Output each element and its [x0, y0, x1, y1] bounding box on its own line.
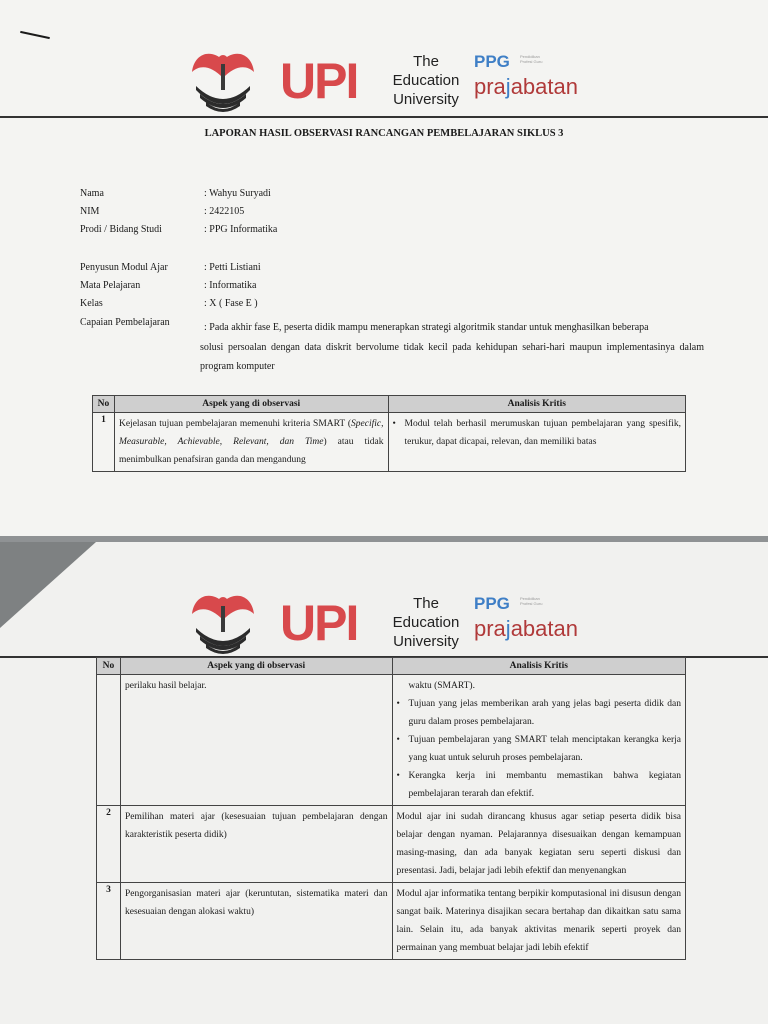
- aspek-cell: Pemilihan materi ajar (kesesuaian tujuan pembelajaran dengan karakteristik peserta didik): [120, 806, 392, 883]
- university-line-2: Education: [392, 72, 460, 89]
- aspek-cell: perilaku hasil belajar.: [120, 675, 392, 806]
- row-number: 2: [97, 806, 121, 883]
- analisis-cell: • Modul telah berhasil merumuskan tujuan pembelajaran yang spesifik, terukur, dapat dicapai, relevan, dan memiliki batas: [388, 413, 686, 472]
- upi-emblem-icon: [188, 588, 258, 658]
- analisis-cell: Modul ajar ini sudah dirancang khusus agar setiap peserta didik bisa belajar dengan nyaman. Pelajarannya disesuaikan dengan kemampuan masing-masing, dan ada banyak kegiatan seru seperti diskusi dan presentasi. Jadi, belajar jadi lebih efektif dan menyenangkan: [392, 806, 686, 883]
- analisis-bullet: • Tujuan yang jelas memberikan arah yang jelas bagi peserta didik dan guru dalam proses pembelajaran.: [396, 699, 681, 727]
- ppg-tagline: Pendidikan Profesi Guru: [520, 596, 543, 606]
- university-name: [386, 594, 466, 651]
- upi-logo-text: UPI: [280, 53, 358, 109]
- header-no: No: [97, 658, 121, 675]
- ppg-logo-text: PPG: [474, 594, 510, 613]
- analisis-bullet: • Kerangka kerja ini membantu memastikan bahwa kegiatan pembelajaran terarah dan efektif.: [396, 771, 681, 799]
- analisis-lead: waktu (SMART).: [408, 681, 475, 691]
- page-header: [0, 46, 768, 126]
- university-line-1: The: [413, 53, 439, 70]
- row-number: [97, 675, 121, 806]
- analisis-bullet: • Tujuan pembelajaran yang SMART telah menciptakan kerangka kerja yang kuat untuk seluruh proses pembelajaran.: [396, 735, 681, 763]
- report-title: LAPORAN HASIL OBSERVASI RANCANGAN PEMBELAJARAN SIKLUS 3: [204, 128, 564, 139]
- university-line-1: The: [413, 595, 439, 612]
- upi-logo-text: UPI: [280, 595, 358, 651]
- ppg-tagline: Pendidikan Profesi Guru: [520, 54, 543, 64]
- table-header-row: [93, 396, 686, 413]
- university-name: [386, 52, 466, 109]
- university-line-3: University: [393, 91, 459, 108]
- table-header-row: [97, 658, 686, 675]
- ppg-logo-text: PPG: [474, 52, 510, 71]
- table-row: [93, 413, 686, 472]
- analisis-cell: [392, 675, 686, 806]
- header-aspek: Aspek yang di observasi: [120, 658, 392, 675]
- prajabatan-logo-text: prajabatan: [474, 616, 578, 641]
- upi-emblem-icon: [188, 46, 258, 116]
- scan-mark: [20, 31, 50, 39]
- observation-table-continued: [96, 657, 686, 960]
- table-row: [97, 806, 686, 883]
- table-row: [97, 675, 686, 806]
- row-number: 3: [97, 883, 121, 960]
- table-row: [97, 883, 686, 960]
- scanned-page-2: [0, 542, 768, 1024]
- capaian-pembelajaran-text: : Pada akhir fase E, peserta didik mampu menerapkan strategi algoritmik standar untuk menghasilkan beberapa solusi persoalan dengan data diskrit bervolume tidak kecil pada kehidupan sehari-hari maupun implementasinya dalam program komputer: [200, 322, 704, 372]
- scanned-page-1: UPI The Education University PPG Pendidikan Profesi Guru prajabatan LAPORAN HASIL OBSERVASI RANCANGAN PEMBELAJARAN SIKLUS 3 Nama : Wahyu Suryadi NIM : 2422105 Prodi / Bidang Studi : PPG Informatika Penyusun Modul Ajar : Petti Listiani Mata Pelajaran : Informatika Kelas : X ( Fase E ) Capaian Pembelajaran : Pada akhir fase E, peserta didik mampu menerapkan strategi algoritmik standar untuk menghasilkan beberapa solusi persoalan dengan data diskrit bervolume tidak kecil pada kehidupan sehari-hari maupun implementasinya dalam program komputer No Aspek yang di observasi Analisis Kritis 1 Kejelasan tujuan pembelajaran memenuhi kriteria SMART (Specific, Measurable, Achievable, Relevant, dan Time) atau tidak menimbulkan penafsiran ganda dan mengandung • Modul telah berhasil merumuskan tujuan pembelajaran yang spesifik, terukur, dapat dicapai, relevan, dan memiliki batas: [0, 0, 768, 536]
- header-aspek: Aspek yang di observasi: [114, 396, 388, 413]
- header-no: No: [93, 396, 115, 413]
- header-divider: [0, 116, 768, 118]
- header-analisis: Analisis Kritis: [392, 658, 686, 675]
- prajabatan-logo-text: prajabatan: [474, 74, 578, 99]
- header-analisis: Analisis Kritis: [388, 396, 686, 413]
- observation-table: [92, 395, 686, 472]
- aspek-cell: Kejelasan tujuan pembelajaran memenuhi kriteria SMART (Specific, Measurable, Achievable, Relevant, dan Time) atau tidak menimbulkan penafsiran ganda dan mengandung: [114, 413, 388, 472]
- university-line-3: University: [393, 633, 459, 650]
- row-number: 1: [93, 413, 115, 472]
- university-line-2: Education: [392, 614, 460, 631]
- analisis-cell: Modul ajar informatika tentang berpikir komputasional ini disusun dengan sangat baik. Materinya disajikan secara bertahap dan dikaitkan satu sama lain. Selain itu, ada banyak aktivitas menarik seperti proyek dan permainan yang membuat belajar jadi lebih efektif: [392, 883, 686, 960]
- aspek-cell: Pengorganisasian materi ajar (keruntutan, sistematika materi dan kesesuaian dengan alokasi waktu): [120, 883, 392, 960]
